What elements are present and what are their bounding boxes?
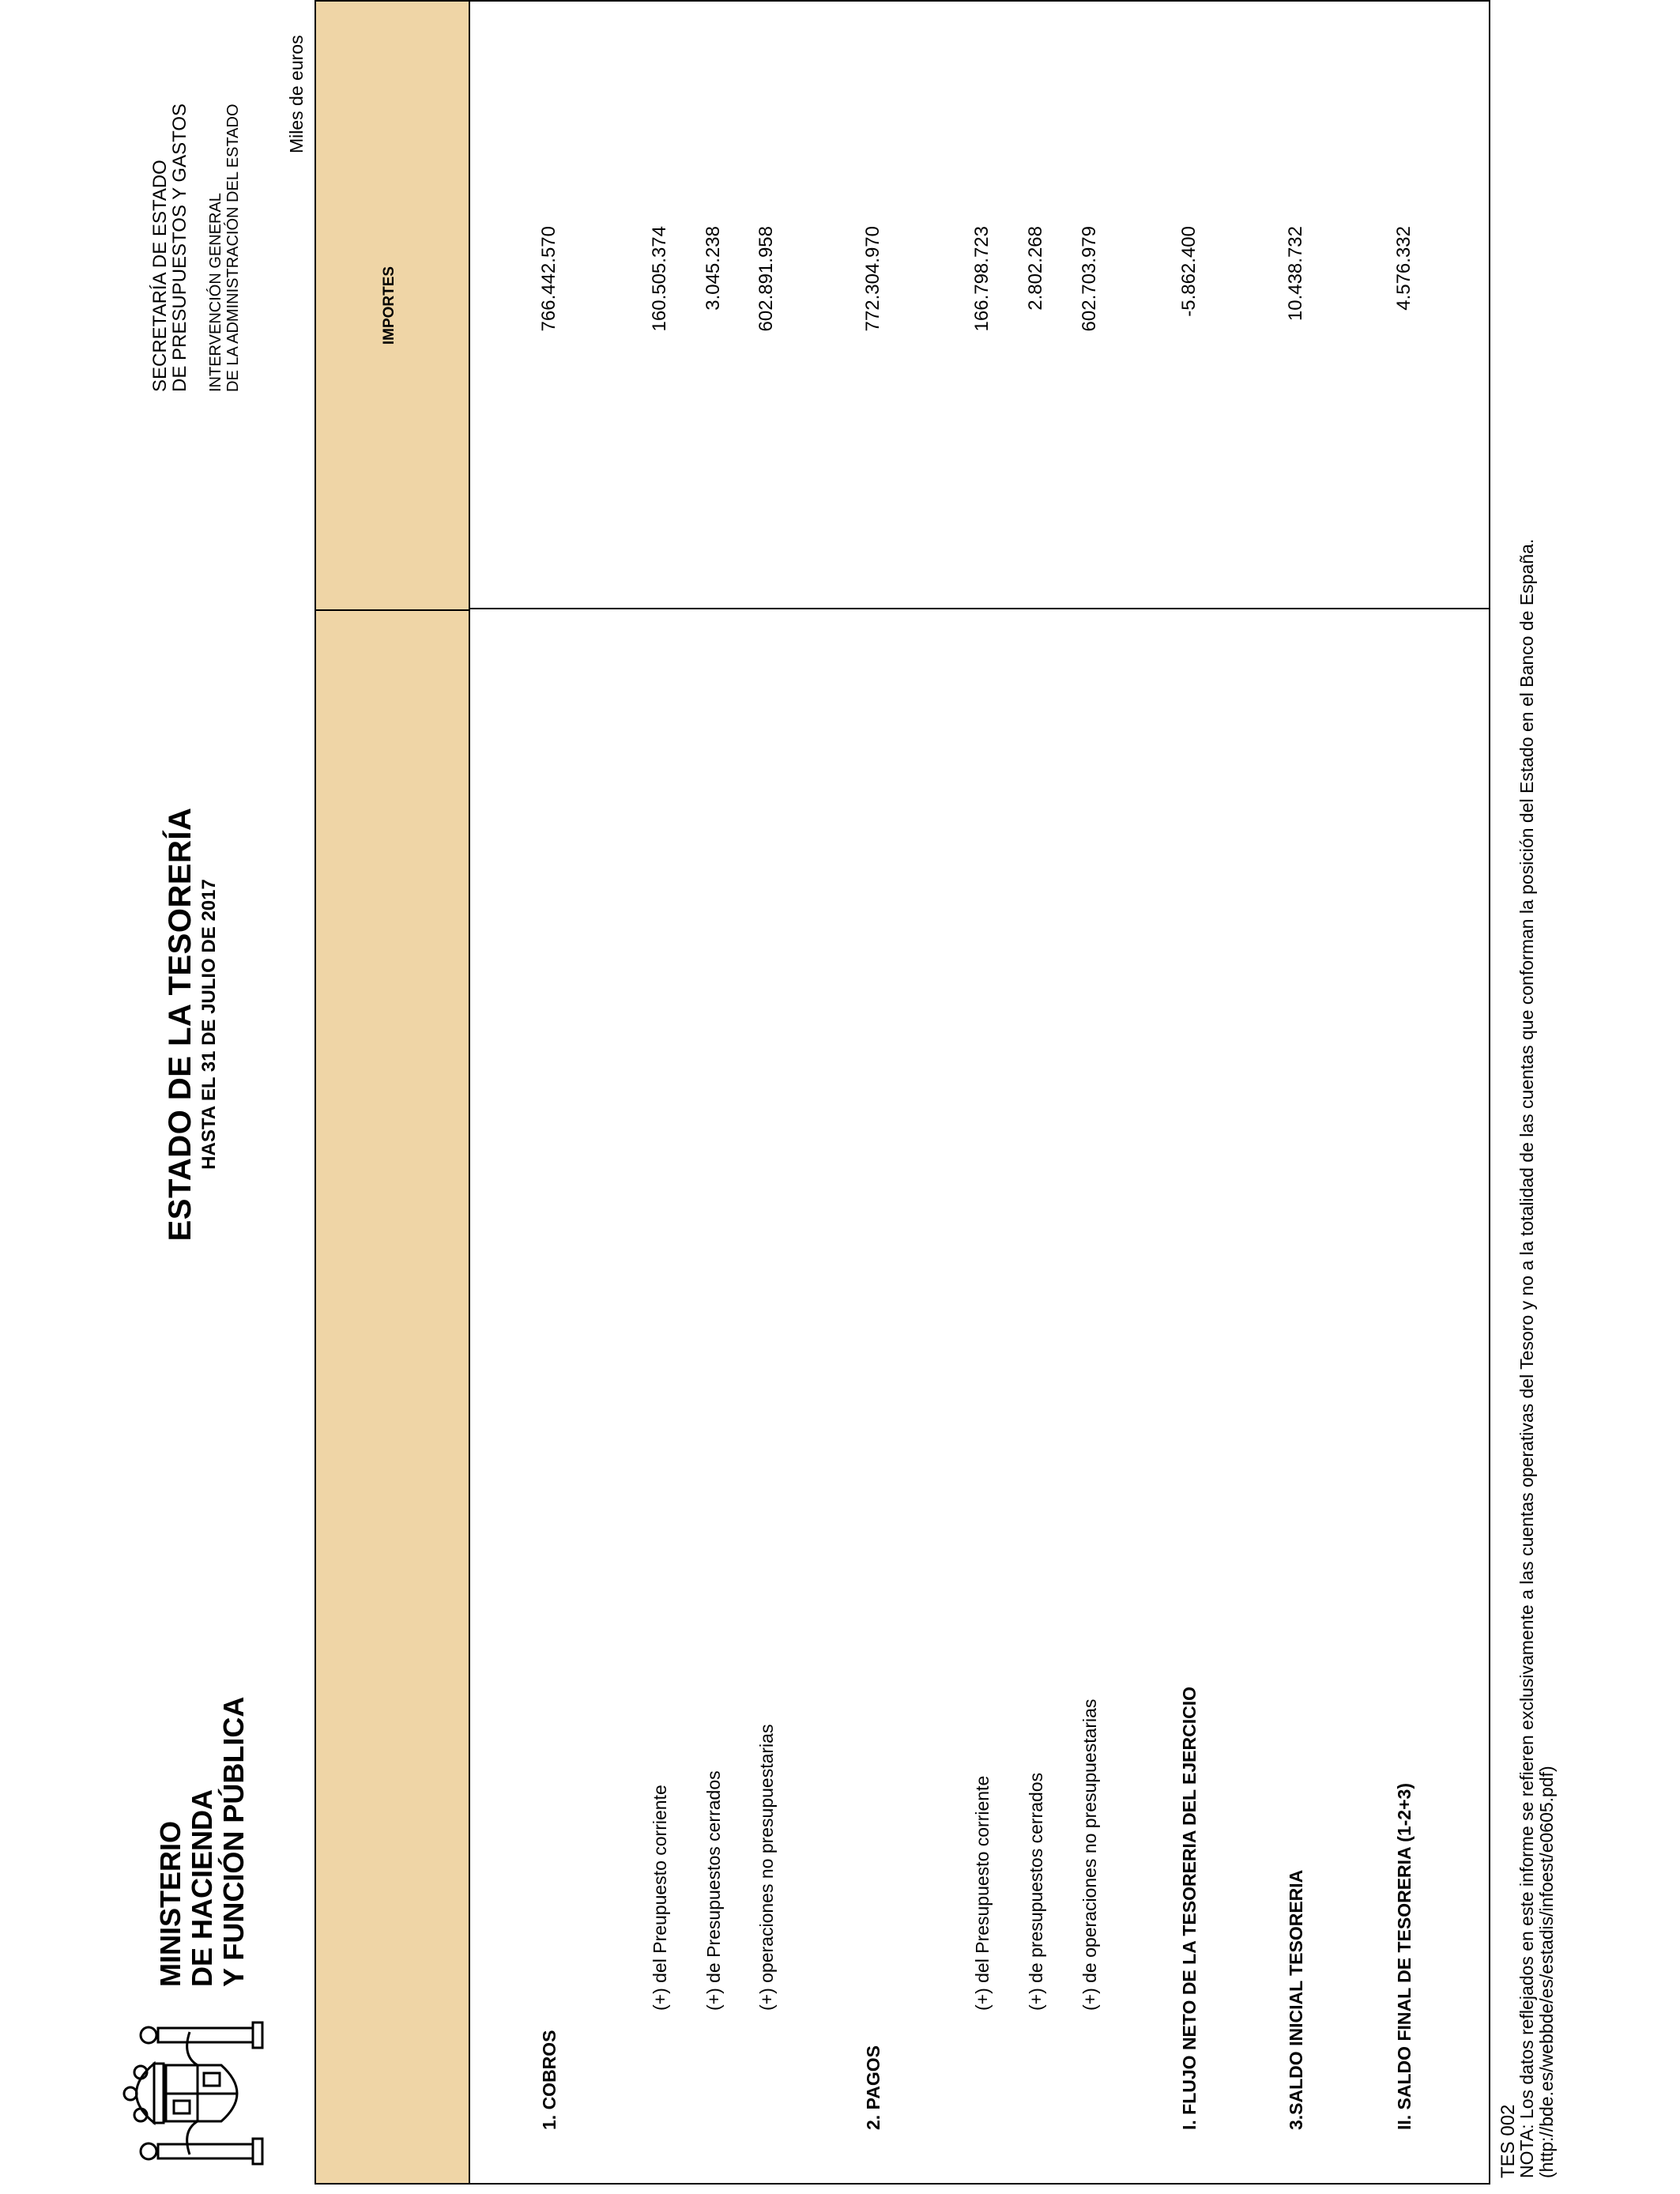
ministry-line: MINISTERIO (154, 1820, 186, 1987)
row-amount: 602.891.958 (755, 226, 777, 332)
ministry-line: DE HACIENDA (186, 1789, 218, 1987)
table-row (861, 2, 893, 2183)
row-label: I. FLUJO NETO DE LA TESORERIA DEL EJERCICIO (1179, 1686, 1200, 2130)
row-label: II. SALDO FINAL DE TESORERIA (1-2+3) (1394, 1783, 1414, 2130)
footnote-source: (http://bde.es/webbde/es/estadis/infoest/e0605.pdf) (1536, 1766, 1557, 2178)
row-label: (+) del Presupuesto corriente (972, 1775, 993, 2011)
row-amount: 166.798.723 (971, 226, 993, 332)
row-label: 1. COBROS (539, 2030, 559, 2130)
secretaria-name (150, 104, 190, 392)
table-row (648, 2, 680, 2183)
row-amount: 602.703.979 (1079, 226, 1100, 332)
footnote (1517, 539, 1557, 2178)
secretaria-line: DE PRESUPUESTOS Y GASTOS (169, 103, 190, 392)
table-row (1024, 2, 1056, 2183)
row-amount: 2.802.268 (1025, 226, 1046, 311)
footnote-line: NOTA: Los datos reflejados en este informe se refieren exclusivamente a las cuentas operativas del Tesoro y no a la totalidad de las cuentas que conforman la posición del Estado en el Banco de España. (1516, 538, 1537, 2178)
row-amount: 4.576.332 (1393, 226, 1414, 311)
amount-header-label: IMPORTES (381, 266, 397, 345)
row-label: 3.SALDO INICIAL TESORERIA (1286, 1869, 1306, 2130)
intervencion-name (207, 104, 242, 392)
intervencion-line: DE LA ADMINISTRACIÓN DEL ESTADO (224, 104, 242, 392)
secretaria-line: SECRETARÍA DE ESTADO (149, 160, 171, 392)
row-amount: 772.304.970 (862, 226, 883, 332)
table-row (1177, 2, 1209, 2183)
ministry-line: Y FUNCIÓN PÚBLICA (217, 1696, 250, 1987)
units-label: Miles de euros (286, 35, 307, 153)
coat-of-arms-icon (111, 2008, 277, 2178)
treasury-table (315, 0, 1490, 2185)
row-amount: 766.442.570 (538, 226, 559, 332)
title-block (162, 708, 220, 1340)
row-amount: 3.045.238 (703, 226, 724, 311)
table-row (1284, 2, 1316, 2183)
row-label: (+) operaciones no presupuestarias (756, 1724, 777, 2011)
page-title: ESTADO DE LA TESORERÍA (163, 807, 198, 1242)
page-subtitle: HASTA EL 31 DE JULIO DE 2017 (198, 879, 220, 1170)
report-code: TES 002 (1497, 2104, 1519, 2178)
concept-header (316, 609, 470, 2183)
row-amount: 160.505.374 (649, 226, 670, 332)
table-row (970, 2, 1002, 2183)
ministry-name (155, 1697, 250, 1987)
amount-header (316, 2, 470, 609)
table-row (1078, 2, 1109, 2183)
table-row (755, 2, 786, 2183)
row-label: (+) de Presupuestos cerrados (703, 1770, 724, 2011)
row-amount: -5.862.400 (1178, 226, 1200, 317)
row-amount: 10.438.732 (1285, 226, 1306, 322)
row-label: (+) de presupuestos cerrados (1026, 1772, 1046, 2011)
table-row (1392, 2, 1424, 2183)
intervencion-line: INTERVENCIÓN GENERAL (207, 193, 224, 392)
row-label: (+) del Preupuesto corriente (650, 1785, 670, 2011)
row-label: (+) de operaciones no presupuestarias (1079, 1698, 1100, 2011)
table-row (537, 2, 569, 2183)
table-row (702, 2, 733, 2183)
row-label: 2. PAGOS (863, 2045, 883, 2130)
